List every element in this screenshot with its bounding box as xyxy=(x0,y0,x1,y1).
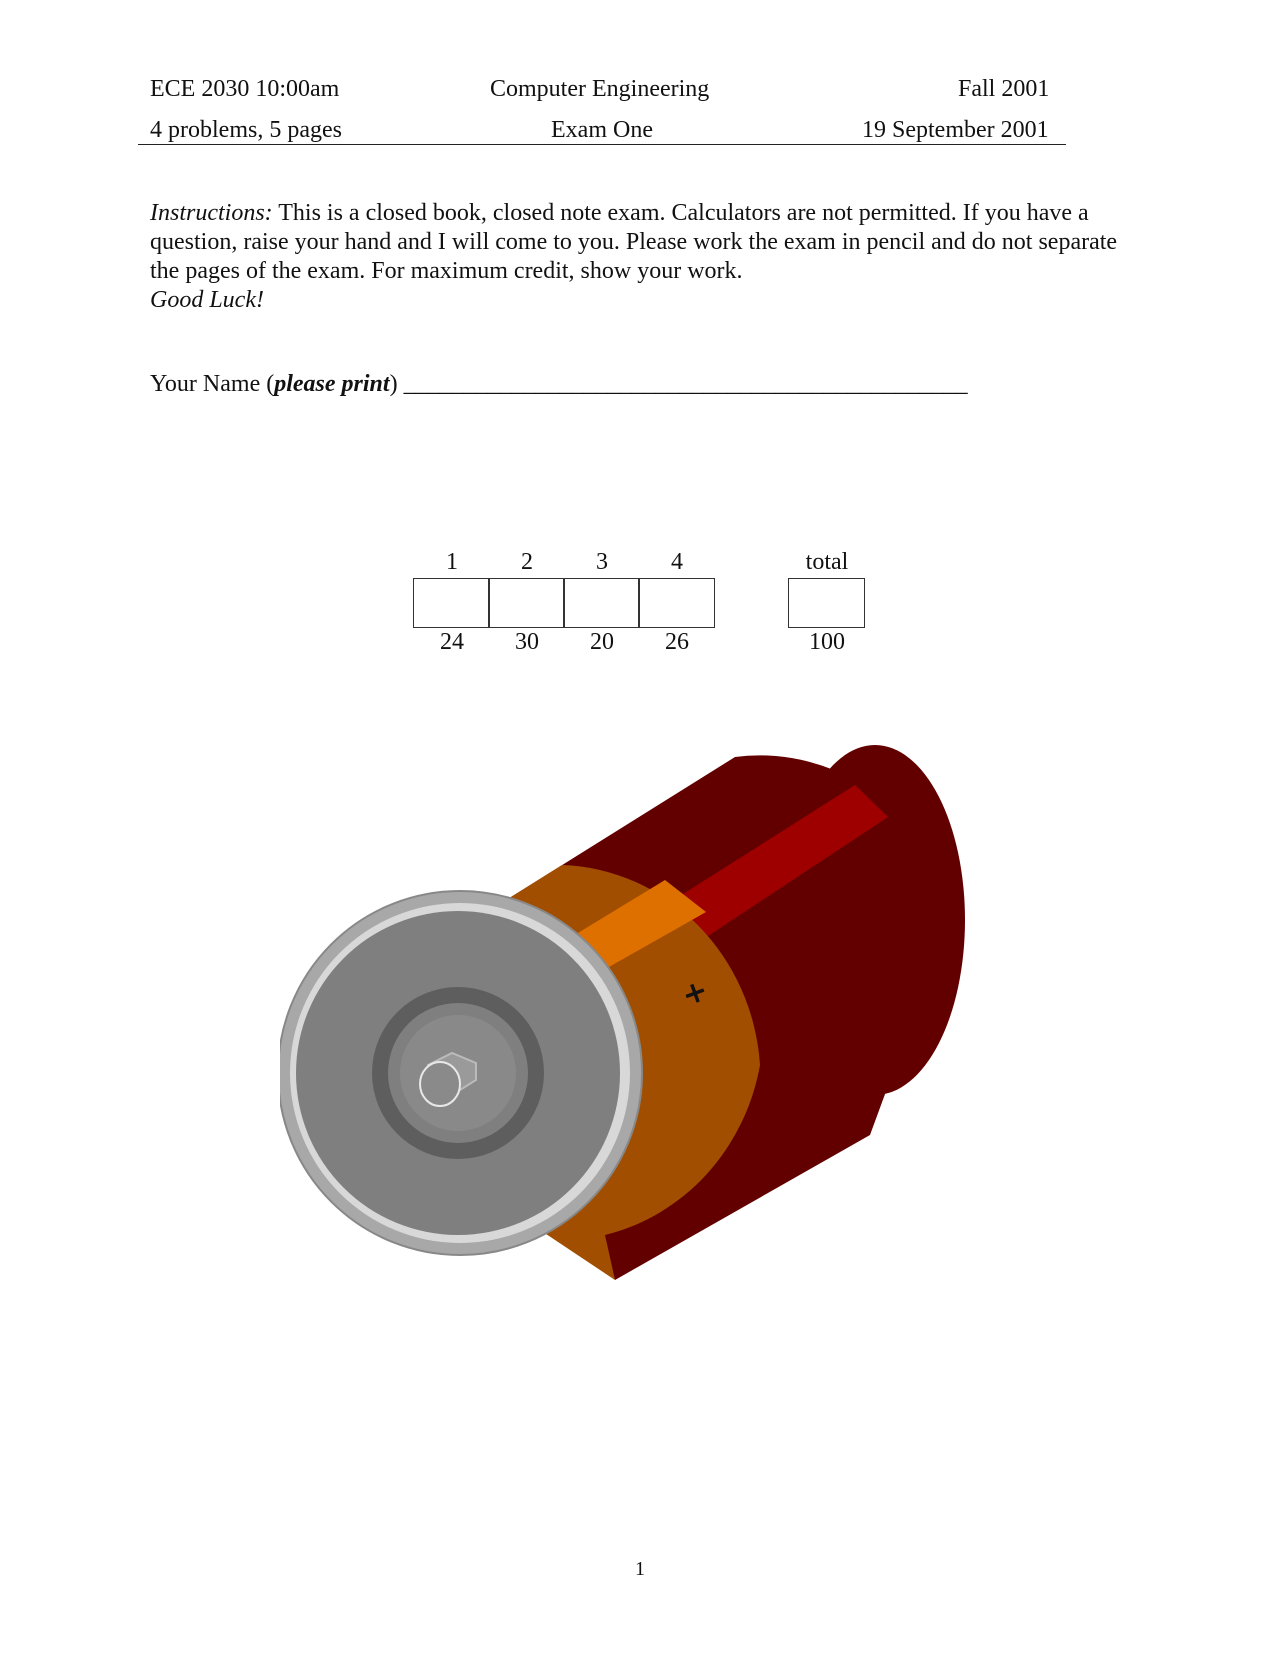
problem-3-points: 20 xyxy=(590,629,614,655)
problem-4-points: 26 xyxy=(665,629,689,655)
total-score-box[interactable] xyxy=(788,578,865,628)
problem-1-score-box[interactable] xyxy=(413,578,490,628)
term-header: Fall 2001 xyxy=(958,76,1050,102)
problem-2-points: 30 xyxy=(515,629,539,655)
course-header: ECE 2030 10:00am xyxy=(150,76,340,102)
page-number: 1 xyxy=(635,1558,645,1580)
problem-2-score-box[interactable] xyxy=(488,578,565,628)
problem-1-number: 1 xyxy=(446,549,458,575)
problem-3-number: 3 xyxy=(596,549,608,575)
exam-date: 19 September 2001 xyxy=(862,117,1049,143)
name-label-emphasis: please print xyxy=(274,371,390,397)
instructions-block xyxy=(150,199,1135,315)
problem-2-number: 2 xyxy=(521,549,533,575)
problem-1-points: 24 xyxy=(440,629,464,655)
battery-back-end xyxy=(785,745,965,1095)
plus-symbol: + xyxy=(677,972,713,1014)
header-rule xyxy=(138,144,1066,145)
good-luck-text: Good Luck! xyxy=(150,287,264,313)
total-points: 100 xyxy=(809,629,845,655)
problem-4-number: 4 xyxy=(671,549,683,575)
problem-4-score-box[interactable] xyxy=(638,578,715,628)
instructions-label: Instructions: xyxy=(150,200,273,226)
exam-title: Exam One xyxy=(551,117,653,143)
problems-pages-header: 4 problems, 5 pages xyxy=(150,117,342,143)
name-field[interactable] xyxy=(150,371,968,398)
name-label: Your Name ( xyxy=(150,371,275,397)
name-blank[interactable]: _______________________________________________ xyxy=(403,371,968,397)
total-label: total xyxy=(805,549,849,575)
problem-3-score-box[interactable] xyxy=(563,578,640,628)
battery-terminal-top xyxy=(420,1062,460,1106)
battery-illustration xyxy=(280,735,1000,1335)
name-label-close: ) xyxy=(389,371,398,397)
department-header: Computer Engineering xyxy=(490,76,710,102)
instructions-text: This is a closed book, closed note exam. Calculators are not permitted. If you have a question, raise your hand and I will come to you. Please work the exam in pencil and do not separate the pages of the exam. For maximum credit, show your work. xyxy=(150,200,1118,284)
